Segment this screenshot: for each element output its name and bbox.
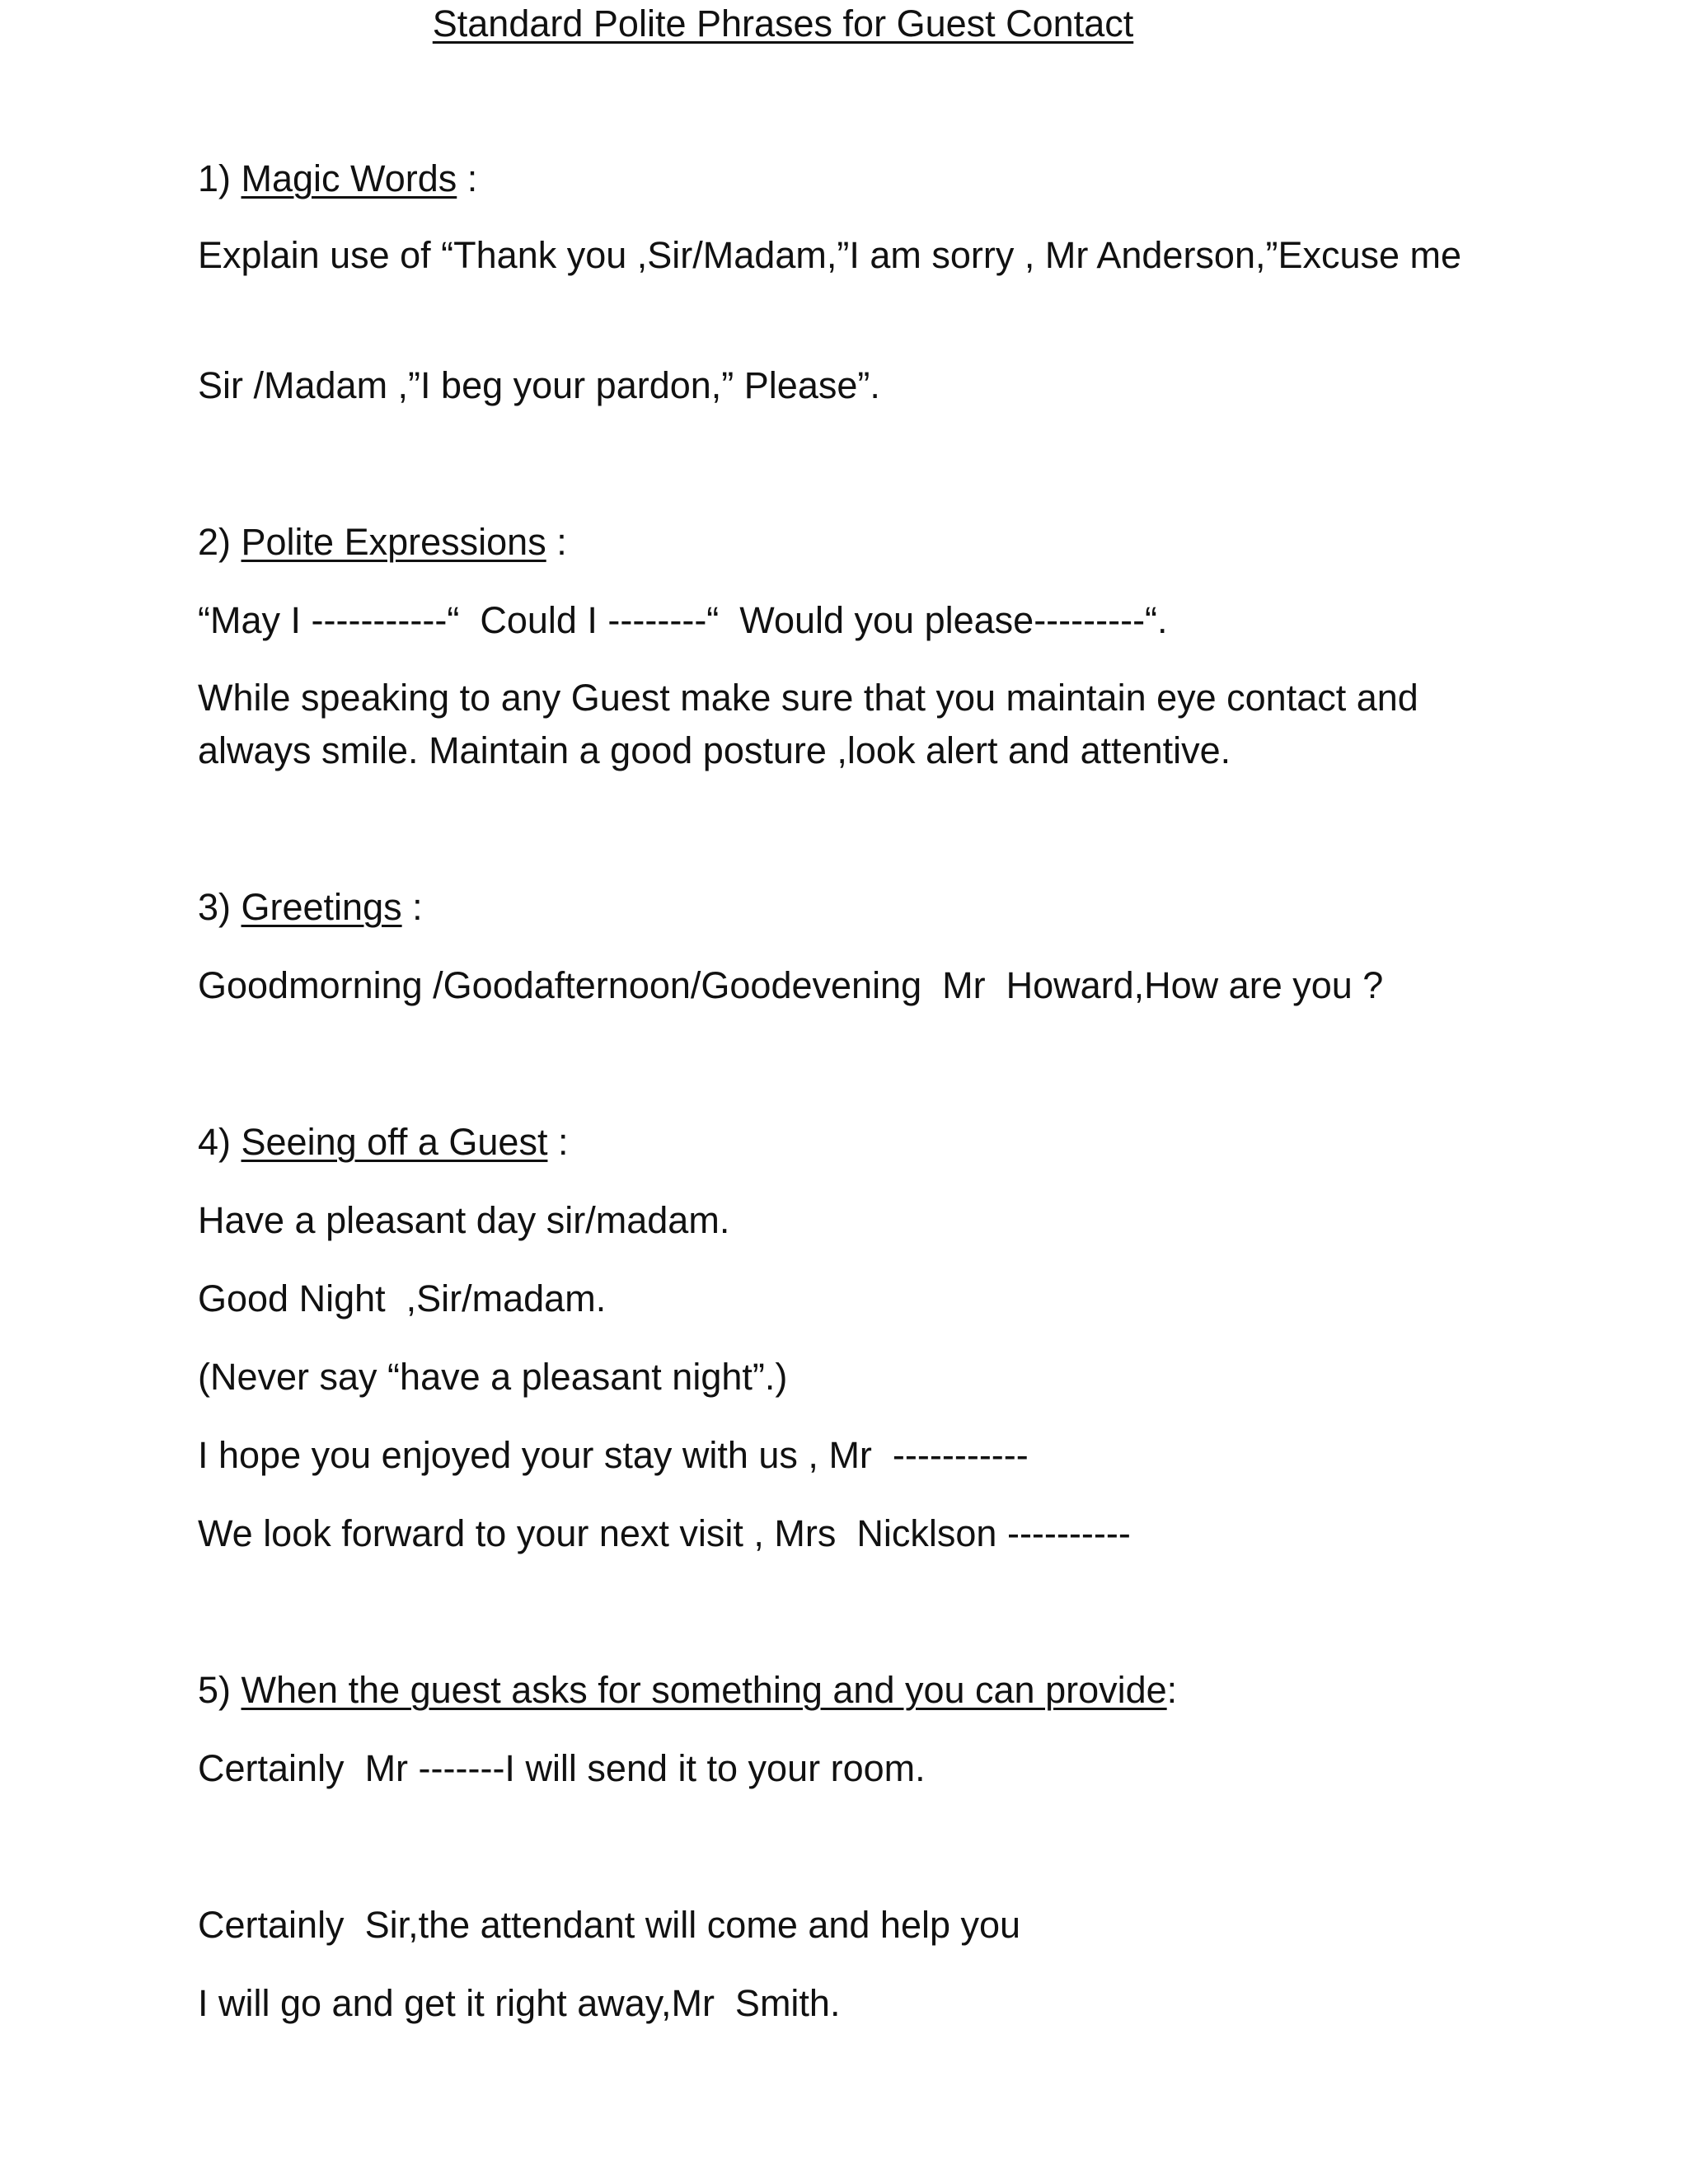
paragraph: Have a pleasant day sir/madam. [198, 1199, 730, 1241]
section-title: Polite Expressions [241, 521, 546, 563]
section-title: When the guest asks for something and you can provide [241, 1669, 1167, 1711]
paragraph: Certainly Mr -------I will send it to your room. [198, 1747, 926, 1789]
paragraph: Certainly Sir,the attendant will come and help you [198, 1904, 1021, 1946]
section-title: Greetings [241, 886, 402, 928]
section-colon: : [401, 886, 423, 928]
paragraph: While speaking to any Guest make sure that you maintain eye contact and always smile. Maintain a good posture ,look alert and attentive. [198, 677, 1418, 771]
paragraph: I hope you enjoyed your stay with us , Mr ----------- [198, 1434, 1029, 1476]
paragraph: I will go and get it right away,Mr Smith. [198, 1982, 841, 2024]
section-number: 2) [198, 521, 241, 563]
section-colon: : [1166, 1669, 1178, 1711]
paragraph: Sir /Madam ,”I beg your pardon,” Please”. [198, 364, 880, 406]
section-heading-magic-words [198, 152, 1517, 205]
paragraph: Goodmorning /Goodafternoon/Goodevening Mr Howard,How are you ? [198, 964, 1384, 1006]
section-colon: : [457, 157, 478, 199]
paragraph: Good Night ,Sir/madam. [198, 1277, 607, 1319]
section-heading-seeing-off-guest [198, 1116, 1517, 1169]
section-title: Magic Words [241, 157, 457, 199]
section-title: Seeing off a Guest [241, 1121, 548, 1163]
paragraph: We look forward to your next visit , Mrs Nicklson ---------- [198, 1512, 1131, 1554]
paragraph: (Never say “have a pleasant night”.) [198, 1356, 788, 1398]
section-number: 5) [198, 1669, 241, 1711]
section-heading-greetings [198, 881, 1517, 934]
section-heading-guest-request [198, 1664, 1517, 1717]
paragraph: “May I -----------“ Could I --------“ Would you please---------“. [198, 599, 1168, 641]
section-number: 1) [198, 157, 241, 199]
section-number: 3) [198, 886, 241, 928]
section-heading-polite-expressions [198, 516, 1517, 569]
section-colon: : [546, 521, 567, 563]
section-colon: : [547, 1121, 569, 1163]
document-title: Standard Polite Phrases for Guest Contact [432, 2, 1134, 45]
paragraph: Explain use of “Thank you ,Sir/Madam,”I am sorry , Mr Anderson,”Excuse me [198, 234, 1462, 276]
section-number: 4) [198, 1121, 241, 1163]
